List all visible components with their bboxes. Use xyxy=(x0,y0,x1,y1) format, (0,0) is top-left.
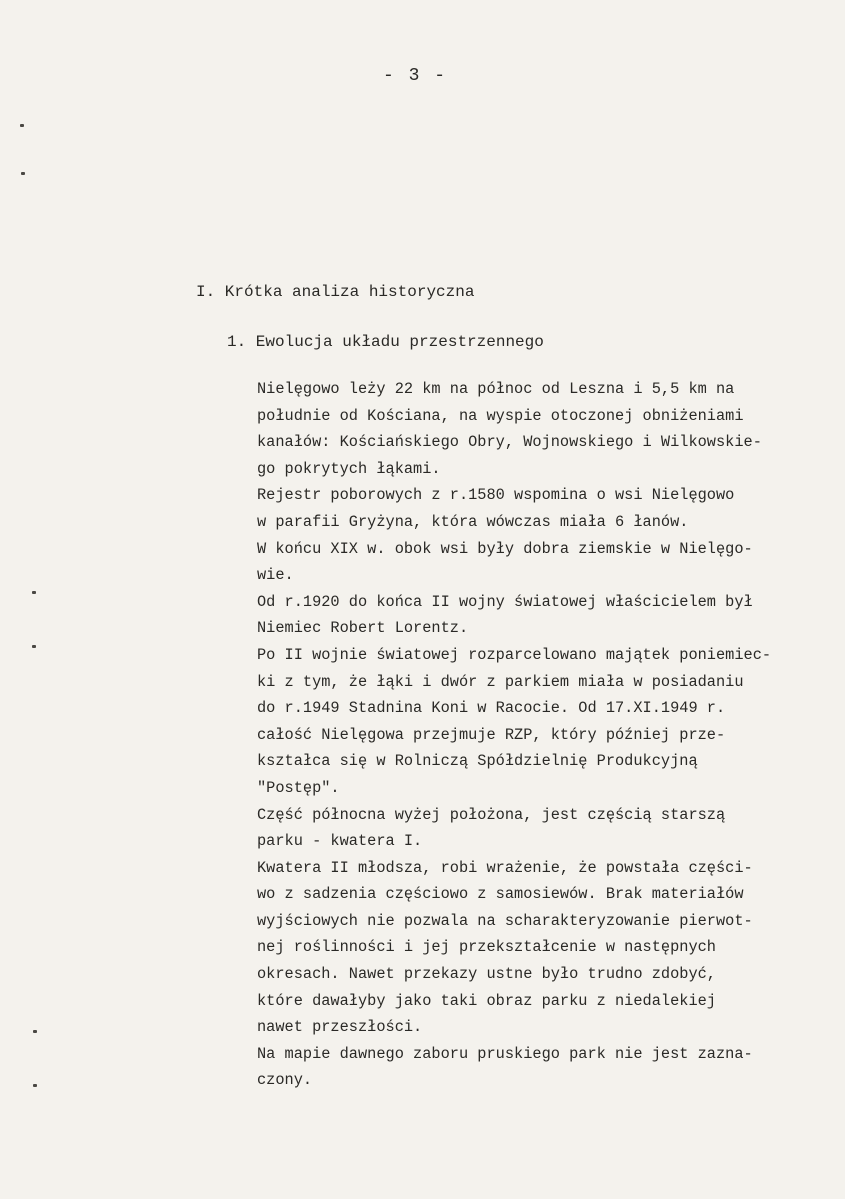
text-line: kanałów: Kościańskiego Obry, Wojnowskiego i Wilkowskie- xyxy=(257,433,762,452)
margin-mark xyxy=(32,591,36,594)
margin-mark xyxy=(33,1030,37,1033)
text-line: Od r.1920 do końca II wojny światowej właścicielem był xyxy=(257,592,753,611)
text-line: nawet przeszłości. xyxy=(257,1018,423,1037)
body-text xyxy=(257,376,771,1094)
text-line: kształca się w Rolniczą Spółdzielnię Produkcyjną xyxy=(257,752,698,771)
text-line: Rejestr poborowych z r.1580 wspomina o wsi Nielęgowo xyxy=(257,486,735,505)
subsection-title: 1. Ewolucja układu przestrzennego xyxy=(227,333,544,351)
text-line: go pokrytych łąkami. xyxy=(257,459,441,478)
text-line: Nielęgowo leży 22 km na północ od Leszna i 5,5 km na xyxy=(257,380,735,398)
page-number: - 3 - xyxy=(383,66,448,86)
text-line: Na mapie dawnego zaboru pruskiego park nie jest zazna- xyxy=(257,1044,753,1063)
margin-mark xyxy=(32,645,36,648)
text-line: południe od Kościana, na wyspie otoczonej obniżeniami xyxy=(257,406,744,425)
text-line: okresach. Nawet przekazy ustne było trudno zdobyć, xyxy=(257,965,716,984)
text-line: Część północna wyżej położona, jest częścią starszą xyxy=(257,805,726,824)
text-line: nej roślinności i jej przekształcenie w następnych xyxy=(257,938,716,957)
text-line: całość Nielęgowa przejmuje RZP, który później prze- xyxy=(257,725,726,744)
margin-mark xyxy=(20,124,24,127)
text-line: do r.1949 Stadnina Koni w Racocie. Od 17.XI.1949 r. xyxy=(257,699,726,718)
text-line: Kwatera II młodsza, robi wrażenie, że powstała części- xyxy=(257,858,753,877)
text-line: w parafii Gryżyna, która wówczas miała 6 łanów. xyxy=(257,512,689,531)
text-line: które dawałyby jako taki obraz parku z niedalekiej xyxy=(257,991,716,1010)
text-line: "Postęp". xyxy=(257,778,340,797)
text-line: W końcu XIX w. obok wsi były dobra ziemskie w Nielęgo- xyxy=(257,539,753,558)
text-line: parku - kwatera I. xyxy=(257,832,423,851)
margin-mark xyxy=(21,172,25,175)
text-line: wo z sadzenia częściowo z samosiewów. Brak materiałów xyxy=(257,885,744,904)
text-line: czony. xyxy=(257,1071,313,1090)
text-line: wie. xyxy=(257,566,294,585)
text-line: Po II wojnie światowej rozparcelowano majątek poniemiec- xyxy=(257,645,772,664)
section-title: I. Krótka analiza historyczna xyxy=(196,283,475,301)
text-line: ki z tym, że łąki i dwór z parkiem miała w posiadaniu xyxy=(257,672,744,691)
margin-mark xyxy=(33,1084,37,1087)
text-line: wyjściowych nie pozwala na scharakteryzowanie pierwot- xyxy=(257,911,753,930)
text-line: Niemiec Robert Lorentz. xyxy=(257,619,469,638)
